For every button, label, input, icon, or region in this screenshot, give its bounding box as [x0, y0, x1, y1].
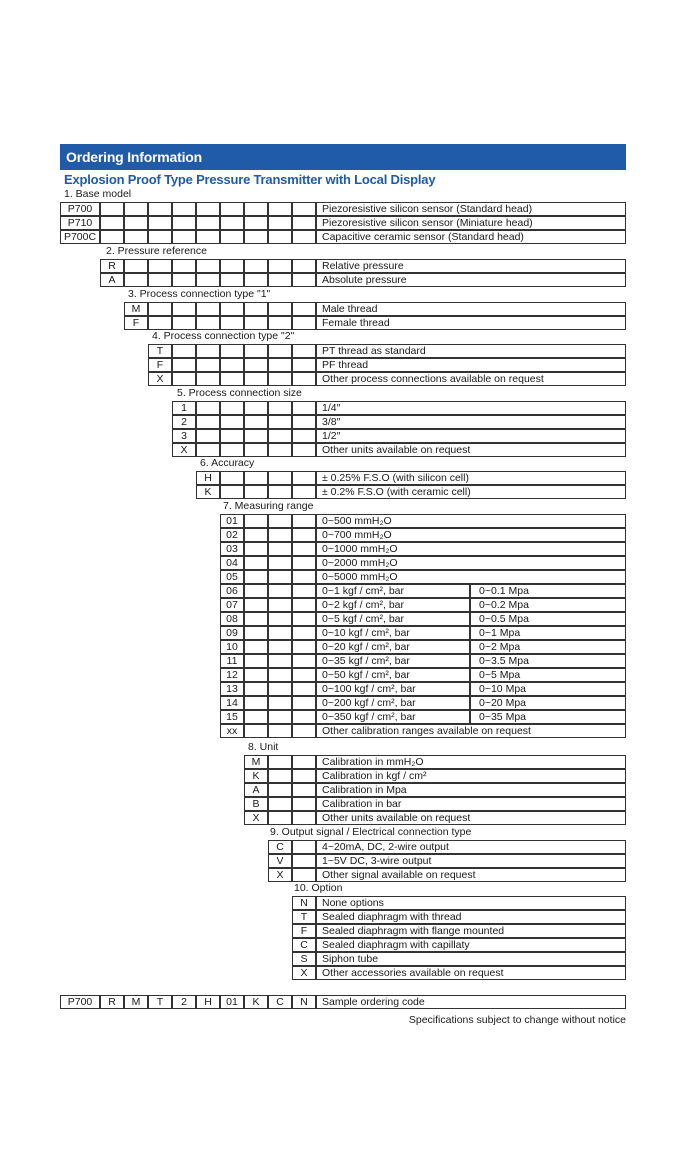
option-description: None options: [316, 896, 626, 910]
empty-cell: [292, 344, 316, 358]
empty-cell: [268, 443, 292, 457]
option-code: X: [268, 868, 292, 882]
empty-cell: [244, 372, 268, 386]
empty-cell: [268, 302, 292, 316]
option-description: Other calibration ranges available on request: [316, 724, 626, 738]
empty-cell: [268, 668, 292, 682]
option-code: 06: [220, 584, 244, 598]
empty-cell: [292, 710, 316, 724]
option-code: X: [244, 811, 268, 825]
empty-cell: [220, 415, 244, 429]
empty-cell: [268, 216, 292, 230]
empty-cell: [268, 471, 292, 485]
empty-cell: [268, 372, 292, 386]
empty-cell: [220, 259, 244, 273]
empty-cell: [292, 783, 316, 797]
empty-cell: [220, 429, 244, 443]
empty-cell: [172, 344, 196, 358]
empty-cell: [244, 626, 268, 640]
option-description: 0~35 kgf / cm², bar: [316, 654, 470, 668]
empty-cell: [268, 654, 292, 668]
empty-cell: [172, 230, 196, 244]
option-description: 4~20mA, DC, 2-wire output: [316, 840, 626, 854]
empty-cell: [268, 584, 292, 598]
empty-cell: [196, 358, 220, 372]
empty-cell: [292, 769, 316, 783]
sample-code-cell: H: [196, 995, 220, 1009]
empty-cell: [268, 682, 292, 696]
empty-cell: [220, 273, 244, 287]
option-code: P710: [60, 216, 100, 230]
empty-cell: [244, 429, 268, 443]
option-code: 05: [220, 570, 244, 584]
option-description: Other signal available on request: [316, 868, 626, 882]
option-description: Siphon tube: [316, 952, 626, 966]
empty-cell: [292, 840, 316, 854]
option-code: 08: [220, 612, 244, 626]
empty-cell: [292, 868, 316, 882]
option-alt-range: 0~3.5 Mpa: [470, 654, 626, 668]
option-code: X: [172, 443, 196, 457]
empty-cell: [244, 259, 268, 273]
option-code: X: [292, 966, 316, 980]
empty-cell: [268, 485, 292, 499]
empty-cell: [292, 682, 316, 696]
empty-cell: [292, 514, 316, 528]
option-description: PT thread as standard: [316, 344, 626, 358]
empty-cell: [268, 811, 292, 825]
empty-cell: [220, 358, 244, 372]
empty-cell: [220, 216, 244, 230]
empty-cell: [268, 273, 292, 287]
empty-cell: [292, 556, 316, 570]
empty-cell: [268, 710, 292, 724]
section-label: 9. Output signal / Electrical connection type: [270, 826, 472, 838]
option-code: 14: [220, 696, 244, 710]
empty-cell: [292, 696, 316, 710]
empty-cell: [100, 202, 124, 216]
empty-cell: [268, 401, 292, 415]
empty-cell: [292, 358, 316, 372]
empty-cell: [148, 302, 172, 316]
sample-code-cell: P700: [60, 995, 100, 1009]
option-code: 09: [220, 626, 244, 640]
empty-cell: [244, 612, 268, 626]
sample-code-cell: K: [244, 995, 268, 1009]
option-code: 10: [220, 640, 244, 654]
empty-cell: [220, 471, 244, 485]
sample-code-cell: 01: [220, 995, 244, 1009]
option-alt-range: 0~2 Mpa: [470, 640, 626, 654]
empty-cell: [268, 316, 292, 330]
option-description: Male thread: [316, 302, 626, 316]
option-code: A: [244, 783, 268, 797]
option-description: 0~20 kgf / cm², bar: [316, 640, 470, 654]
empty-cell: [172, 273, 196, 287]
option-code: M: [244, 755, 268, 769]
empty-cell: [220, 401, 244, 415]
empty-cell: [244, 344, 268, 358]
option-description: 0~500 mmH₂O: [316, 514, 626, 528]
option-code: T: [148, 344, 172, 358]
empty-cell: [244, 556, 268, 570]
option-code: 3: [172, 429, 196, 443]
option-code: F: [292, 924, 316, 938]
option-code: 01: [220, 514, 244, 528]
footer-note: Specifications subject to change without notice: [408, 1014, 626, 1026]
option-code: P700C: [60, 230, 100, 244]
empty-cell: [244, 682, 268, 696]
option-description: 0~1 kgf / cm², bar: [316, 584, 470, 598]
option-description: Other units available on request: [316, 811, 626, 825]
ordering-information-header: Ordering Information: [60, 144, 626, 170]
empty-cell: [124, 259, 148, 273]
empty-cell: [244, 230, 268, 244]
option-description: 1~5V DC, 3-wire output: [316, 854, 626, 868]
sample-description: Sample ordering code: [316, 995, 626, 1009]
empty-cell: [292, 654, 316, 668]
option-description: ± 0.2% F.S.O (with ceramic cell): [316, 485, 626, 499]
option-description: Calibration in mmH₂O: [316, 755, 626, 769]
option-code: N: [292, 896, 316, 910]
empty-cell: [196, 443, 220, 457]
option-description: Sealed diaphragm with capillaty: [316, 938, 626, 952]
option-description: 1/4″: [316, 401, 626, 415]
empty-cell: [244, 640, 268, 654]
empty-cell: [244, 528, 268, 542]
empty-cell: [244, 443, 268, 457]
sample-code-cell: N: [292, 995, 316, 1009]
option-code: C: [292, 938, 316, 952]
empty-cell: [292, 640, 316, 654]
empty-cell: [268, 612, 292, 626]
option-description: Sealed diaphragm with flange mounted: [316, 924, 626, 938]
empty-cell: [196, 230, 220, 244]
empty-cell: [244, 273, 268, 287]
option-code: B: [244, 797, 268, 811]
empty-cell: [220, 302, 244, 316]
empty-cell: [292, 668, 316, 682]
option-description: 1/2″: [316, 429, 626, 443]
option-description: Calibration in kgf / cm²: [316, 769, 626, 783]
empty-cell: [268, 724, 292, 738]
empty-cell: [292, 372, 316, 386]
option-description: 0~10 kgf / cm², bar: [316, 626, 470, 640]
empty-cell: [268, 429, 292, 443]
empty-cell: [292, 542, 316, 556]
empty-cell: [292, 854, 316, 868]
option-description: 0~100 kgf / cm², bar: [316, 682, 470, 696]
empty-cell: [244, 570, 268, 584]
section-label: 10. Option: [294, 882, 343, 894]
option-alt-range: 0~5 Mpa: [470, 668, 626, 682]
option-code: H: [196, 471, 220, 485]
option-description: Female thread: [316, 316, 626, 330]
empty-cell: [220, 202, 244, 216]
empty-cell: [148, 202, 172, 216]
option-alt-range: 0~1 Mpa: [470, 626, 626, 640]
option-description: 0~5 kgf / cm², bar: [316, 612, 470, 626]
sample-code-cell: C: [268, 995, 292, 1009]
option-code: 2: [172, 415, 196, 429]
option-description: 0~2000 mmH₂O: [316, 556, 626, 570]
empty-cell: [244, 216, 268, 230]
option-description: Piezoresistive silicon sensor (Miniature head): [316, 216, 626, 230]
empty-cell: [196, 429, 220, 443]
empty-cell: [196, 259, 220, 273]
empty-cell: [292, 570, 316, 584]
empty-cell: [292, 612, 316, 626]
empty-cell: [292, 755, 316, 769]
option-description: 0~1000 mmH₂O: [316, 542, 626, 556]
option-code: V: [268, 854, 292, 868]
empty-cell: [292, 259, 316, 273]
option-description: Other process connections available on request: [316, 372, 626, 386]
empty-cell: [292, 401, 316, 415]
empty-cell: [268, 556, 292, 570]
empty-cell: [244, 514, 268, 528]
option-description: 0~700 mmH₂O: [316, 528, 626, 542]
section-label: 1. Base model: [64, 188, 132, 200]
empty-cell: [268, 797, 292, 811]
section-label: 5. Process connection size: [177, 387, 302, 399]
section-label: 7. Measuring range: [223, 500, 314, 512]
option-alt-range: 0~10 Mpa: [470, 682, 626, 696]
empty-cell: [292, 415, 316, 429]
empty-cell: [172, 216, 196, 230]
empty-cell: [292, 724, 316, 738]
empty-cell: [268, 783, 292, 797]
empty-cell: [268, 358, 292, 372]
option-description: 0~2 kgf / cm², bar: [316, 598, 470, 612]
product-subtitle: Explosion Proof Type Pressure Transmitter with Local Display: [64, 172, 436, 187]
option-alt-range: 0~0.1 Mpa: [470, 584, 626, 598]
empty-cell: [196, 401, 220, 415]
option-code: K: [196, 485, 220, 499]
option-code: F: [124, 316, 148, 330]
empty-cell: [244, 668, 268, 682]
empty-cell: [124, 202, 148, 216]
empty-cell: [244, 302, 268, 316]
empty-cell: [196, 372, 220, 386]
empty-cell: [148, 216, 172, 230]
option-code: K: [244, 769, 268, 783]
empty-cell: [124, 230, 148, 244]
option-description: 0~350 kgf / cm², bar: [316, 710, 470, 724]
sample-code-cell: T: [148, 995, 172, 1009]
option-alt-range: 0~0.5 Mpa: [470, 612, 626, 626]
empty-cell: [124, 216, 148, 230]
empty-cell: [148, 316, 172, 330]
empty-cell: [292, 316, 316, 330]
option-code: C: [268, 840, 292, 854]
section-label: 4. Process connection type "2": [152, 330, 295, 342]
empty-cell: [244, 598, 268, 612]
section-label: 8. Unit: [248, 741, 279, 753]
empty-cell: [244, 542, 268, 556]
empty-cell: [268, 755, 292, 769]
option-code: A: [100, 273, 124, 287]
empty-cell: [268, 514, 292, 528]
option-code: P700: [60, 202, 100, 216]
empty-cell: [196, 216, 220, 230]
sample-code-cell: 2: [172, 995, 196, 1009]
option-code: xx: [220, 724, 244, 738]
empty-cell: [292, 429, 316, 443]
empty-cell: [148, 230, 172, 244]
empty-cell: [244, 316, 268, 330]
empty-cell: [100, 230, 124, 244]
option-alt-range: 0~35 Mpa: [470, 710, 626, 724]
empty-cell: [172, 372, 196, 386]
empty-cell: [292, 811, 316, 825]
option-description: Relative pressure: [316, 259, 626, 273]
empty-cell: [220, 230, 244, 244]
option-description: 0~5000 mmH₂O: [316, 570, 626, 584]
empty-cell: [292, 797, 316, 811]
empty-cell: [268, 769, 292, 783]
empty-cell: [292, 584, 316, 598]
option-description: 3/8″: [316, 415, 626, 429]
empty-cell: [268, 640, 292, 654]
empty-cell: [268, 344, 292, 358]
option-alt-range: 0~20 Mpa: [470, 696, 626, 710]
option-description: Other units available on request: [316, 443, 626, 457]
option-description: Absolute pressure: [316, 273, 626, 287]
empty-cell: [268, 598, 292, 612]
sample-code-cell: R: [100, 995, 124, 1009]
empty-cell: [148, 259, 172, 273]
empty-cell: [292, 216, 316, 230]
empty-cell: [124, 273, 148, 287]
empty-cell: [196, 202, 220, 216]
section-label: 3. Process connection type "1": [128, 288, 271, 300]
empty-cell: [292, 202, 316, 216]
option-code: 03: [220, 542, 244, 556]
empty-cell: [268, 230, 292, 244]
empty-cell: [196, 344, 220, 358]
option-code: R: [100, 259, 124, 273]
empty-cell: [244, 401, 268, 415]
option-code: 07: [220, 598, 244, 612]
empty-cell: [244, 485, 268, 499]
empty-cell: [172, 202, 196, 216]
option-description: PF thread: [316, 358, 626, 372]
empty-cell: [220, 372, 244, 386]
empty-cell: [172, 302, 196, 316]
empty-cell: [244, 584, 268, 598]
option-code: S: [292, 952, 316, 966]
option-code: F: [148, 358, 172, 372]
option-description: Other accessories available on request: [316, 966, 626, 980]
option-description: ± 0.25% F.S.O (with silicon cell): [316, 471, 626, 485]
empty-cell: [268, 696, 292, 710]
empty-cell: [196, 415, 220, 429]
empty-cell: [244, 696, 268, 710]
empty-cell: [292, 230, 316, 244]
empty-cell: [196, 302, 220, 316]
empty-cell: [244, 710, 268, 724]
empty-cell: [220, 344, 244, 358]
empty-cell: [244, 202, 268, 216]
section-label: 2. Pressure reference: [106, 245, 207, 257]
empty-cell: [172, 316, 196, 330]
empty-cell: [244, 724, 268, 738]
option-code: 11: [220, 654, 244, 668]
empty-cell: [220, 316, 244, 330]
option-alt-range: 0~0.2 Mpa: [470, 598, 626, 612]
option-code: 02: [220, 528, 244, 542]
empty-cell: [292, 443, 316, 457]
option-description: Calibration in Mpa: [316, 783, 626, 797]
empty-cell: [268, 415, 292, 429]
empty-cell: [268, 570, 292, 584]
empty-cell: [244, 358, 268, 372]
empty-cell: [292, 273, 316, 287]
empty-cell: [268, 542, 292, 556]
empty-cell: [244, 654, 268, 668]
empty-cell: [100, 216, 124, 230]
option-code: 12: [220, 668, 244, 682]
option-description: 0~50 kgf / cm², bar: [316, 668, 470, 682]
option-description: Calibration in bar: [316, 797, 626, 811]
option-code: 15: [220, 710, 244, 724]
option-code: X: [148, 372, 172, 386]
empty-cell: [292, 471, 316, 485]
empty-cell: [268, 528, 292, 542]
option-description: 0~200 kgf / cm², bar: [316, 696, 470, 710]
empty-cell: [244, 415, 268, 429]
section-label: 6. Accuracy: [200, 457, 255, 469]
empty-cell: [172, 358, 196, 372]
option-description: Piezoresistive silicon sensor (Standard head): [316, 202, 626, 216]
option-description: Capacitive ceramic sensor (Standard head): [316, 230, 626, 244]
empty-cell: [172, 259, 196, 273]
empty-cell: [268, 202, 292, 216]
empty-cell: [292, 626, 316, 640]
empty-cell: [148, 273, 172, 287]
option-description: Sealed diaphragm with thread: [316, 910, 626, 924]
empty-cell: [292, 485, 316, 499]
option-code: 1: [172, 401, 196, 415]
empty-cell: [268, 259, 292, 273]
empty-cell: [292, 598, 316, 612]
empty-cell: [196, 316, 220, 330]
empty-cell: [292, 302, 316, 316]
empty-cell: [220, 485, 244, 499]
option-code: 04: [220, 556, 244, 570]
empty-cell: [292, 528, 316, 542]
option-code: T: [292, 910, 316, 924]
sample-code-cell: M: [124, 995, 148, 1009]
option-code: M: [124, 302, 148, 316]
empty-cell: [244, 471, 268, 485]
empty-cell: [268, 626, 292, 640]
empty-cell: [196, 273, 220, 287]
option-code: 13: [220, 682, 244, 696]
empty-cell: [220, 443, 244, 457]
